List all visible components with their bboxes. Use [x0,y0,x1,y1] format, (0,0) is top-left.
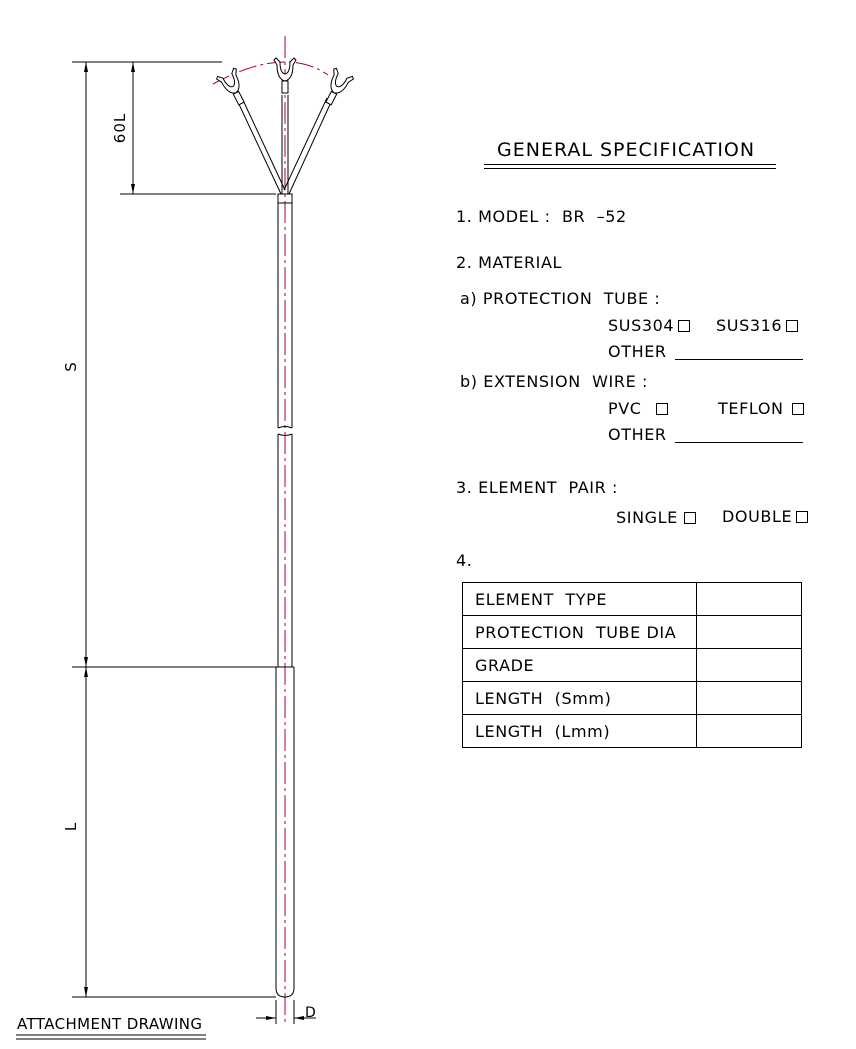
dimension-lines [72,62,316,1024]
ew-other-label: OTHER [608,425,667,444]
teflon-checkbox[interactable] [792,403,804,415]
ew-option-pvc-label: PVC [608,399,642,418]
dim-label-60l: 60L [111,112,129,144]
spec-title: GENERAL SPECIFICATION [497,139,756,161]
table-row [463,715,802,748]
title-underline-2 [484,168,776,169]
table-row [463,583,802,616]
dimension-arrows [84,62,304,1020]
sus304-checkbox[interactable] [678,320,690,332]
row-label: LENGTH (Lmm) [463,715,697,748]
row-value-cell[interactable] [697,649,802,682]
terminal-right [319,67,354,108]
dim-label-d: D [305,1005,316,1021]
table-row [463,649,802,682]
pt-option-sus304 [608,318,690,334]
protection-tube-label: a) PROTECTION TUBE : [460,289,661,308]
row-label: LENGTH (Smm) [463,682,697,715]
element-pair-label: 3. ELEMENT PAIR : [456,478,618,497]
row-label: GRADE [463,649,697,682]
row-value-cell[interactable] [697,715,802,748]
dim-label-s: S [62,362,80,372]
ew-other-field[interactable] [675,442,803,443]
ep-option-single-label: SINGLE [616,508,678,527]
pt-other-label: OTHER [608,342,667,361]
pt-option-sus316-label: SUS316 [716,316,783,335]
table-row [463,616,802,649]
terminal-left [216,67,251,108]
ew-option-pvc [608,401,668,417]
extension-wire-label: b) EXTENSION WIRE : [460,372,648,391]
row-label: ELEMENT TYPE [463,583,697,616]
spade-terminals [216,58,354,108]
pt-other-field[interactable] [675,359,803,360]
row-value-cell[interactable] [697,682,802,715]
ew-option-teflon [718,401,804,417]
sus316-checkbox[interactable] [786,320,798,332]
row-value-cell[interactable] [697,583,802,616]
single-checkbox[interactable] [684,512,696,524]
item-4-label: 4. [456,551,473,570]
table-row [463,682,802,715]
row-label: PROTECTION TUBE DIA [463,616,697,649]
double-checkbox[interactable] [796,511,808,523]
center-arc [213,62,328,84]
pt-option-sus304-label: SUS304 [608,316,675,335]
model-line: 1. MODEL : BR –52 [456,207,627,226]
ew-option-teflon-label: TEFLON [718,399,784,418]
ep-option-double [722,509,808,525]
ep-option-double-label: DOUBLE [722,507,793,526]
pt-option-sus316 [716,318,798,334]
ep-option-single [616,510,696,526]
dim-label-l: L [62,822,80,832]
drawing-caption: ATTACHMENT DRAWING [17,1015,203,1033]
title-underline [484,164,776,165]
pvc-checkbox[interactable] [656,403,668,415]
row-value-cell[interactable] [697,616,802,649]
material-heading: 2. MATERIAL [456,253,563,272]
spec-table [462,582,802,748]
